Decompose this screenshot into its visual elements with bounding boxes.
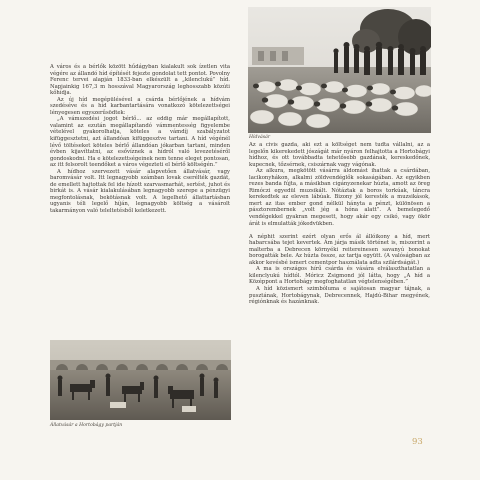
sheep-fair-illustration (248, 7, 431, 133)
cattle-fair-illustration (50, 340, 231, 420)
right-paragraph-1: Az a civis gazda, aki ezt a költséget nem tudta vállalni, az a legelőn kikerekedett jószágát már nyáron felhajtotta a Hortobágyi hídhoz, és ott továbbadta tehetősebb gazdának, kereskedőnek, kupecnek, tőzsérnek, csiszárnak vagy vágónak. (249, 142, 430, 168)
right-paragraph-3: A néphit szerint ezért olyan erős ál állóikony a híd, mert habarcsába tejet kevertek. Ám járja másik történet is, miszerint a malterba a Debrecen környéki reitereinesen savanyú bonokat borogatták bele. Az húzta össze, az tartja együtt. (A valóságban az akkor kevésbé ismert cementpor használata adta szilárdságát.) (249, 233, 430, 266)
left-paragraph-1: A város és a bérlők között hűdágyban kialakult sok ízetlen vita végére az állandó híd építését fejezte gondolat tett pontot. Povolny Ferenc tervei alapján 1833-ban elkészült a „kilenclukú” híd. Napjainkig 167,3 m hosszával Magyarország leghosszabb közúti kőhídja. (50, 64, 231, 97)
right-paragraph-4: A ma is országos hírű csárda és vására elválaszthatatlan a kilenclyukú hídtól. Móricz Zsigmond jól látta, hogy „A híd a Középpont a Hortobágy megfoghatatlan végtelenségében.” (249, 266, 430, 286)
right-text-column (249, 142, 430, 306)
left-paragraph-3: „A vámszedési jogot bérlő... az eddig már megállapított, valamint az ezután megállapítandó vámmentesség figyelembe vételével gyakorolhatja, köteles a vámdíj szabályzatot kifüggesztetni, azt állandóan kifüggesztve tartani. A híd végénél lévő töltéseket köteles bérlő állandóan jókarban tartani, minden évben kijavíttatni, az esővíznek a hídról való levezetéséről gondoskodni. Ha e kötelezettségeinek nem tenne eleget pontosan, az itt felsorolt teendőket a város végezteti el bérlő költségén.” (50, 116, 230, 169)
top-photo-caption: Hídvásár (249, 135, 271, 140)
right-paragraph-5: A híd közismert szimbóluma e sajátosan magyar tájnak, a pusztának, Hortobágynak, Debrecennek, Hajdú-Bihar megyének, régiónknak és hazánknak. (249, 285, 430, 306)
right-paragraph-2: Az alkura, megkötött vásárra áldomást ihattak a csárdában, lacikonyhákon, alkalmi zöldvendéglők sokaságában. Az egyikben rezes banda fújta, a másikban cigányzenekar húzta, amott az öreg Rimóczi egyedül muzsikált. Nótáztak a boros torkúak, táncra kerekedtek az eleven lábúak. Bizony jól keresték a muzsikások, mert az itas ember gond nélkül hányta a pénzt, különösen a pásztorembernek „volt jég a hóna alatt”. A bemelegedő vendégekkel gyakran megesett, hogy akár egy csikó, vagy ökör árát is elmulatták jókedvükben. (249, 168, 430, 227)
cattle-fair-photo (50, 340, 231, 420)
sheep-fair-photo (248, 7, 431, 133)
left-paragraph-4: A hídhoz szervezett vásár alapvetően állatvásár, vagy baromvásár volt. Itt legnagyobb számban lovak cserélték gazdát, de emellett hajtottak fel ide hízott szarvasmarhát, sertést, juhot és birkát is. A vásár kialakulásában legnagyobb szerepe a pénzügyi megfontolásnak, bekötásnak volt. A legelhető állattartásban ugyanis téli legelő híján, legnagyobb költség a vásárolt takarmányon való teleltetésből keletkezett. (50, 168, 230, 215)
bottom-photo-caption: Állatvásár a Hortobágy partján (50, 423, 123, 428)
page-number: 93 (412, 437, 423, 447)
left-paragraph-2: Az új híd megépülésével a csárda bérlőjének a hídvám szedéséve és a híd karbantartására vonatkozó kötelezettségei lényegesen egyszerűsödtek: (50, 96, 230, 116)
left-text-column (50, 64, 230, 215)
